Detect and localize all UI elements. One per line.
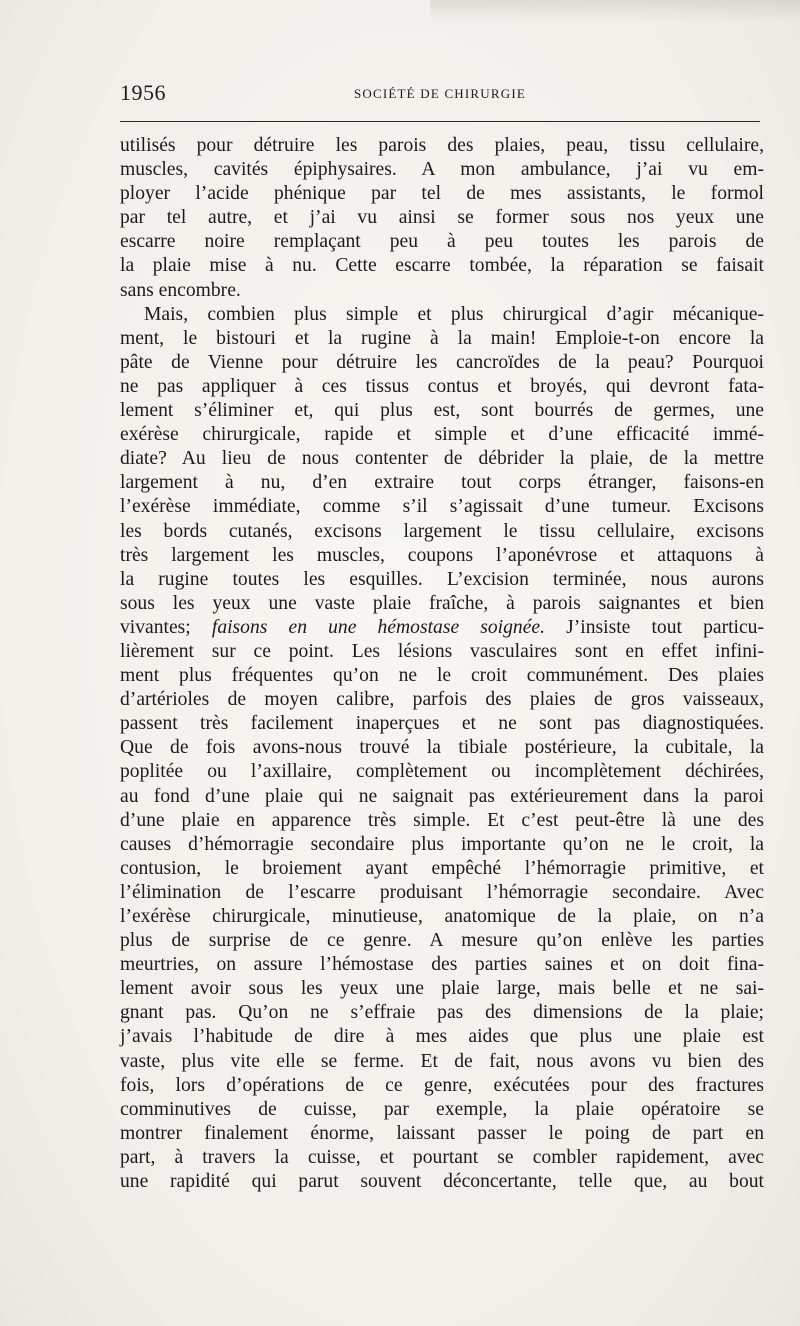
text-line: sous les yeux une vaste plaie fraîche, à parois saignantes et bien [120,592,764,614]
text-line: passent très facilement inaperçues et ne sont pas diagnostiquées. [120,713,764,735]
text-line: lement avoir sous les yeux une plaie large, mais belle et ne sai- [120,978,764,1000]
text-line: ment plus fréquentes qu’on ne le croit communément. Des plaies [120,665,764,687]
text-line: d’une plaie en apparence très simple. Et c’est peut-être là une des [120,809,764,831]
text-line: ment, le bistouri et la rugine à la main! Emploie-t-on encore la [120,327,764,349]
text-line: causes d’hémorragie secondaire plus importante qu’on ne le croit, la [120,833,764,855]
text-line: sans encombre. [120,279,241,301]
text-line: j’avais l’habitude de dire à mes aides que plus une plaie est [120,1026,764,1048]
text-line: une rapidité qui parut souvent déconcertante, telle que, au bout [120,1171,764,1193]
scan-edge-shadow [430,0,800,22]
text-line: part, à travers la cuisse, et pourtant se combler rapidement, avec [120,1146,764,1168]
text-line: au fond d’une plaie qui ne saignait pas extérieurement dans la paroi [120,785,764,807]
body-text [120,134,764,1194]
text-line: largement à nu, d’en extraire tout corps étranger, faisons-en [120,472,764,494]
text-line: diate? Au lieu de nous contenter de débrider la plaie, de la mettre [120,448,764,470]
text-segment: J’insiste tout particu- [566,616,764,638]
text-line: Mais, combien plus simple et plus chirurgical d’agir mécanique- [144,303,764,325]
text-line: contusion, le broiement ayant empêché l’hémorragie primitive, et [120,857,764,879]
text-line: ne pas appliquer à ces tissus contus et broyés, qui devront fata- [120,375,764,397]
text-line-mixed [120,616,764,640]
text-line: muscles, cavités épiphysaires. A mon ambulance, j’ai vu em- [120,159,764,181]
text-line: utilisés pour détruire les parois des plaies, peau, tissu cellulaire, [120,135,764,156]
italic-emphasis: faisons en une hémostase soignée. [211,616,546,638]
text-line: fois, lors d’opérations de ce genre, exécutées pour des fractures [120,1074,764,1096]
text-line: escarre noire remplaçant peu à peu toutes les parois de [120,231,764,253]
text-line: poplitée ou l’axillaire, complètement ou incomplètement déchirées, [120,761,764,783]
text-line: vaste, plus vite elle se ferme. Et de fait, nous avons vu bien des [120,1050,764,1072]
text-segment: vivantes; [120,616,191,638]
text-line: lement s’éliminer et, qui plus est, sont bourrés de germes, une [120,400,764,422]
text-line: pâte de Vienne pour détruire les cancroïdes de la peau? Pourquoi [120,351,764,373]
page-header [120,80,760,110]
text-line: l’élimination de l’escarre produisant l’hémorragie secondaire. Avec [120,881,764,903]
text-line: gnant pas. Qu’on ne s’effraie pas des dimensions de la plaie; [120,1002,764,1024]
text-line: les bords cutanés, excisons largement le tissu cellulaire, excisons [120,520,764,542]
text-line: très largement les muscles, coupons l’aponévrose et attaquons à [120,544,764,566]
text-line: plus de surprise de ce genre. A mesure qu’on enlève les parties [120,930,764,952]
text-line: ployer l’acide phénique par tel de mes assistants, le formol [120,183,764,205]
page-number: 1956 [120,80,166,105]
text-line: l’exérèse immédiate, comme s’il s’agissait d’une tumeur. Excisons [120,496,764,518]
header-rule [120,121,760,122]
text-line: l’exérèse chirurgicale, minutieuse, anatomique de la plaie, on n’a [120,906,764,927]
text-line: exérèse chirurgicale, rapide et simple et d’une efficacité immé- [120,424,764,446]
text-line: lièrement sur ce point. Les lésions vasculaires sont en effet infini- [120,640,764,662]
text-line: par tel autre, et j’ai vu ainsi se former sous nos yeux une [120,207,764,229]
text-line: meurtries, on assure l’hémostase des parties saines et on doit fina- [120,954,764,976]
text-line: montrer finalement énorme, laissant passer le poing de part en [120,1122,764,1144]
text-line: la rugine toutes les esquilles. L’excision terminée, nous aurons [120,568,764,590]
text-line: Que de fois avons-nous trouvé la tibiale postérieure, la cubitale, la [120,737,764,759]
running-head: SOCIÉTÉ DE CHIRURGIE [353,86,527,101]
text-line: comminutives de cuisse, par exemple, la plaie opératoire se [120,1098,764,1120]
text-line: d’artérioles de moyen calibre, parfois des plaies de gros vaisseaux, [120,689,764,711]
text-line: la plaie mise à nu. Cette escarre tombée, la réparation se faisait [120,255,764,277]
